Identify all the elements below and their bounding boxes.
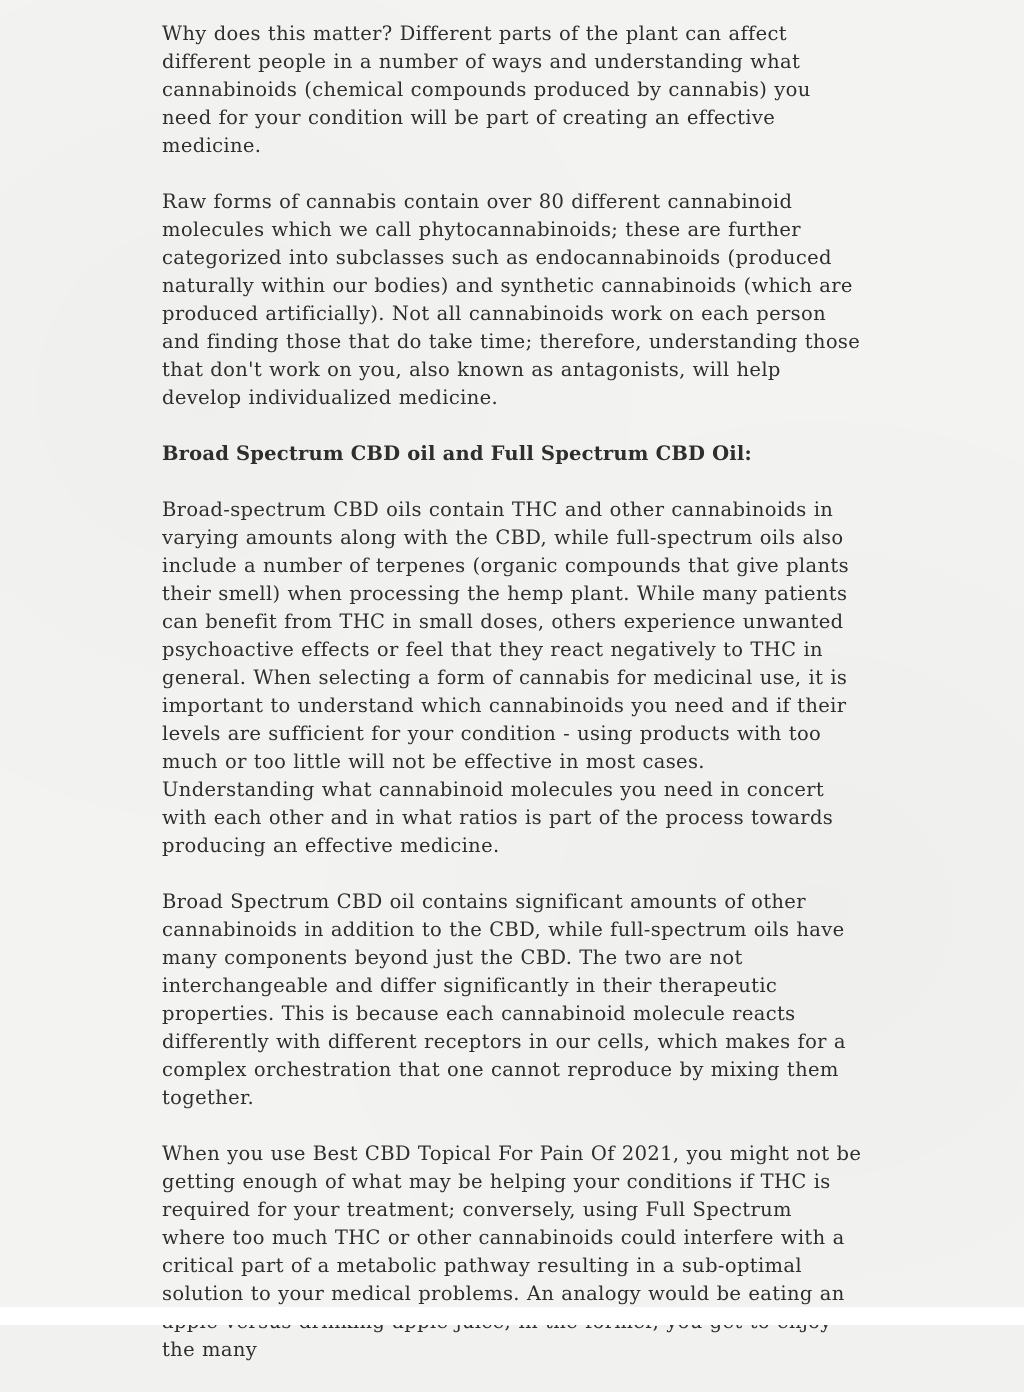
paragraph: Raw forms of cannabis contain over 80 different cannabinoid molecules which we call phytocannabinoids; these are further categorized into subclasses such as endocannabinoids (produced naturally within our bodies) and synthetic cannabinoids (which are produced artificially). Not all cannabinoids work on each person and finding those that do take time; therefore, understanding those that don't work on you, also known as antagonists, will help develop individualized medicine. — [162, 190, 861, 409]
paragraph: Broad-spectrum CBD oils contain THC and other cannabinoids in varying amounts along with the CBD, while full-spectrum oils also include a number of terpenes (organic compounds that give plants their smell) when processing the hemp plant. While many patients can benefit from THC in small doses, others experience unwanted psychoactive effects or feel that they react negatively to THC in general. When selecting a form of cannabis for medicinal use, it is important to understand which cannabinoids you need and if their levels are sufficient for your condition - using products with too much or too little will not be effective in most cases. Understanding what cannabinoid molecules you need in concert with each other and in what ratios is part of the process towards producing an effective medicine. — [162, 498, 849, 857]
section-heading: Broad Spectrum CBD oil and Full Spectrum CBD Oil: — [162, 442, 752, 465]
paragraph: Broad Spectrum CBD oil contains significant amounts of other cannabinoids in addition to the CBD, while full-spectrum oils have many components beyond just the CBD. The two are not interchangeable and differ significantly in their therapeutic properties. This is because each cannabinoid molecule reacts differently with different receptors in our cells, which makes for a complex orchestration that one cannot reproduce by mixing them together. — [162, 890, 846, 1109]
page-bottom-edge — [0, 1307, 1024, 1325]
paragraph: Why does this matter? Different parts of the plant can affect different people in a number of ways and understanding what cannabinoids (chemical compounds produced by cannabis) you need for your condition will be part of creating an effective medicine. — [162, 22, 811, 157]
paragraph: When you use Best CBD Topical For Pain Of 2021, you might not be getting enough of what may be helping your conditions if THC is required for your treatment; conversely, using Full Spectrum where too much THC or other cannabinoids could interfere with a critical part of a metabolic pathway resulting in a sub-optimal solution to your medical problems. An analogy would be eating an the many — [162, 1142, 862, 1361]
article-body — [162, 20, 862, 1392]
